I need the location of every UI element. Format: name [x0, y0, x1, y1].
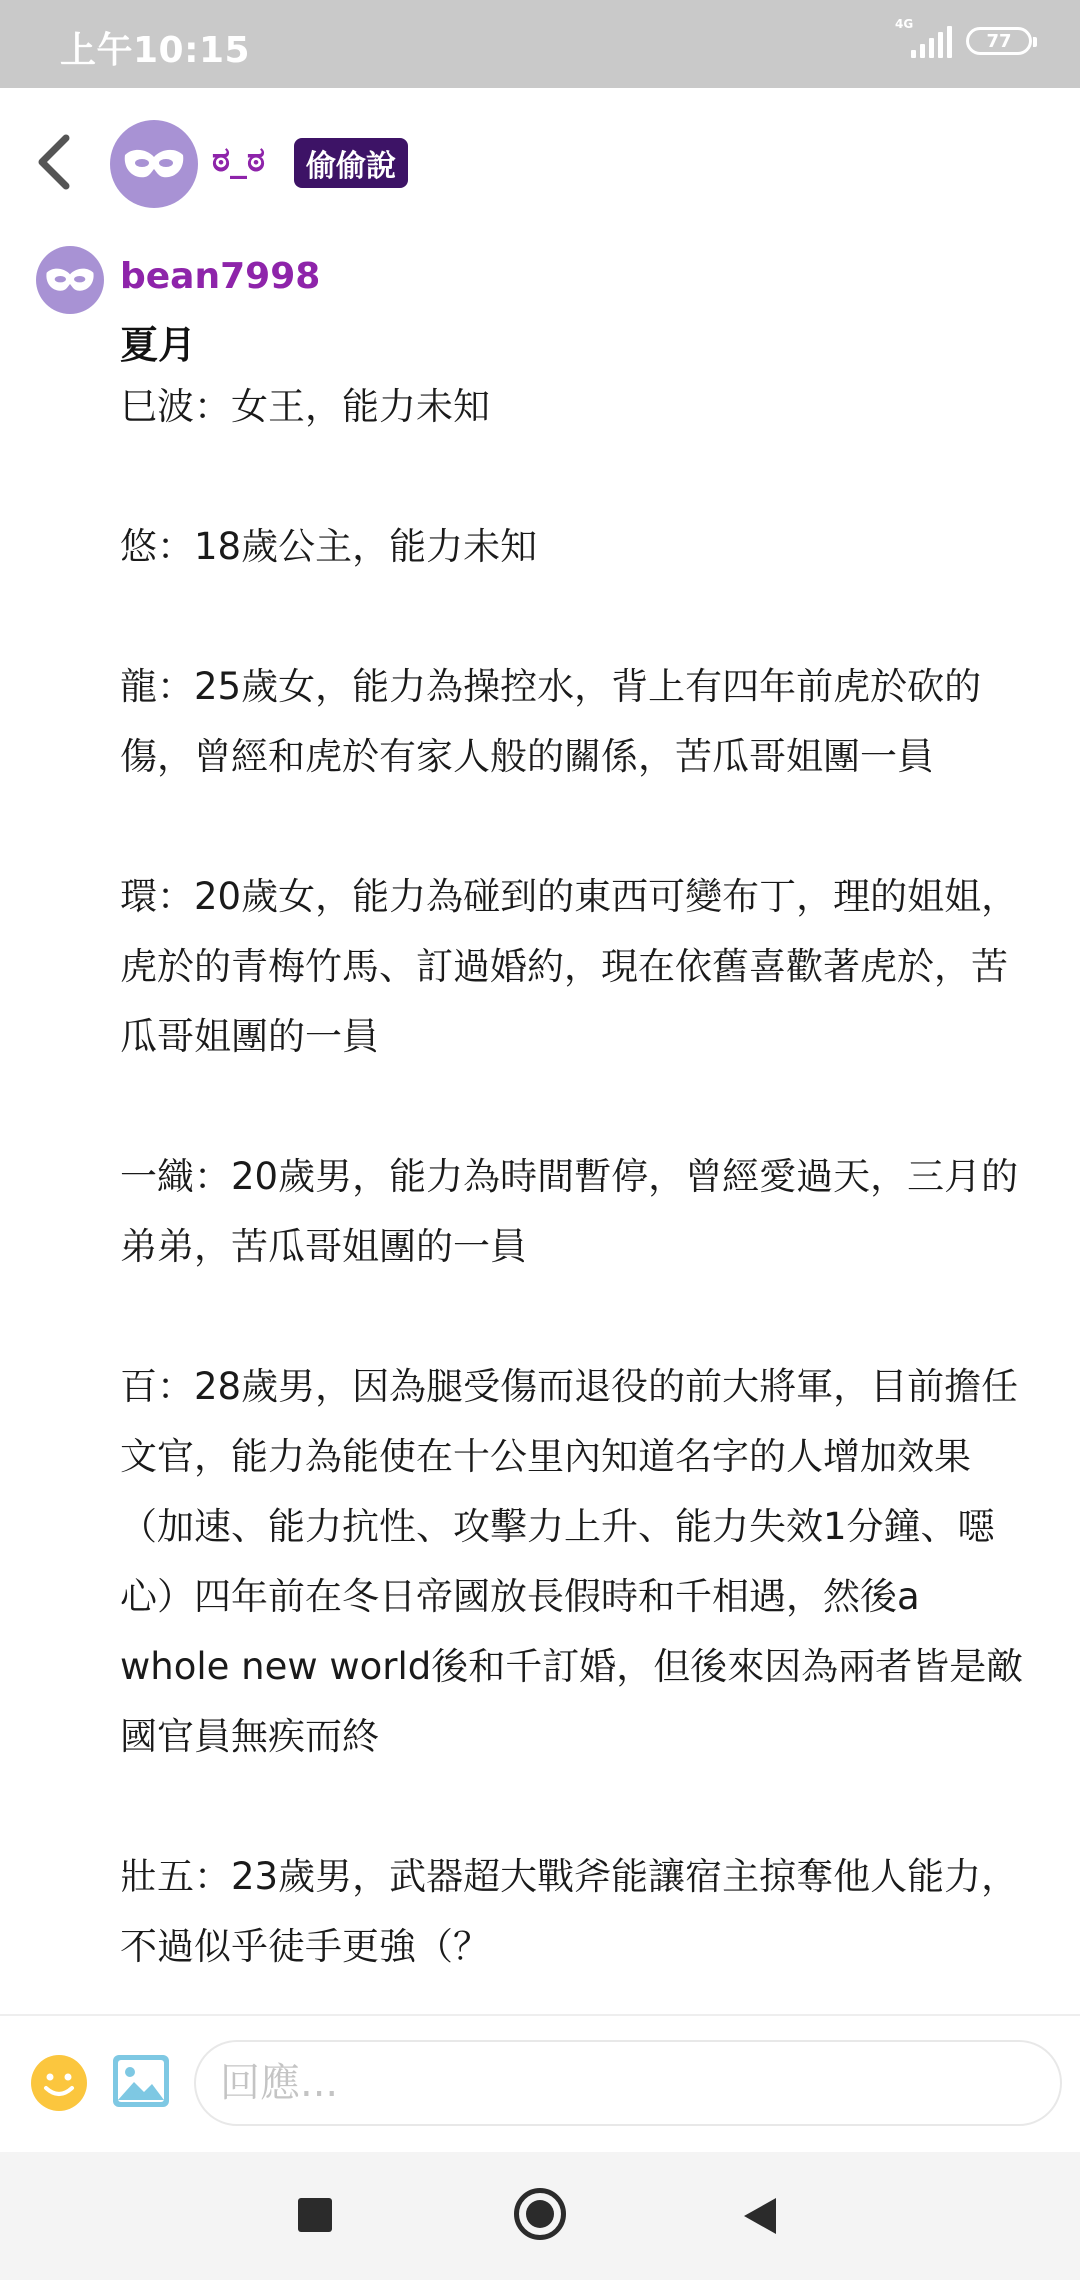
reply-input[interactable] [194, 2040, 1062, 2126]
post-paragraph: 百：28歲男，因為腿受傷而退役的前大將軍，目前擔任文官，能力為能使在十公里內知道名字的人增加效果（加速、能力抗性、攻擊力上升、能力失效1分鐘、噁心）四年前在冬日帝國放長假時和千相遇，然後a whole new world後和千訂婚，但後來因為兩者皆是敵國官員無疾而終 [120, 1365, 1024, 1758]
status-bar [0, 0, 1080, 88]
status-icons [895, 17, 1032, 58]
post-author[interactable]: bean7998 [120, 256, 321, 297]
post-paragraph: 巳波：女王，能力未知 [120, 385, 490, 428]
mask-icon [123, 147, 185, 181]
mask-icon [45, 266, 95, 294]
reply-bar [0, 2016, 1080, 2152]
post [0, 236, 1080, 2016]
board-name[interactable]: ಠ_ಠ [212, 140, 265, 180]
signal-icon [895, 17, 952, 58]
smiley-icon [30, 2054, 88, 2112]
post-author-avatar[interactable] [36, 246, 104, 314]
back-button[interactable] [30, 132, 80, 192]
post-title: 夏月 [120, 323, 197, 367]
image-button[interactable] [112, 2054, 170, 2108]
post-paragraph: 環：20歲女，能力為碰到的東西可變布丁，理的姐姐，虎於的青梅竹馬、訂過婚約，現在依舊喜歡著虎於，苦瓜哥姐團的一員 [120, 875, 1019, 1058]
network-type: 4G [895, 17, 914, 31]
chevron-left-icon [30, 132, 80, 192]
board-badge[interactable]: 偷偷說 [294, 138, 408, 188]
system-back-button[interactable] [742, 2196, 778, 2236]
status-time: 上午10:15 [60, 30, 251, 71]
post-paragraph: 龍：25歲女，能力為操控水，背上有四年前虎於砍的傷，曾經和虎於有家人般的關係，苦瓜哥姐團一員 [120, 665, 982, 778]
recents-button[interactable] [298, 2198, 332, 2232]
battery-icon [966, 27, 1032, 55]
emoji-button[interactable] [30, 2054, 88, 2112]
avatar[interactable] [110, 120, 198, 208]
post-body [120, 372, 1040, 2052]
navigation-bar [0, 2152, 1080, 2280]
triangle-back-icon [742, 2196, 778, 2236]
home-button[interactable] [514, 2188, 566, 2240]
post-paragraph: 一織：20歲男，能力為時間暫停，曾經愛過天，三月的弟弟，苦瓜哥姐團的一員 [120, 1155, 1019, 1268]
header [0, 88, 1080, 236]
image-icon [112, 2054, 170, 2108]
post-paragraph: 壯五：23歲男，武器超大戰斧能讓宿主掠奪他人能力，不過似乎徒手更強（？ [120, 1855, 1019, 1968]
post-paragraph: 悠：18歲公主，能力未知 [120, 525, 538, 568]
battery-level: 77 [986, 30, 1012, 52]
